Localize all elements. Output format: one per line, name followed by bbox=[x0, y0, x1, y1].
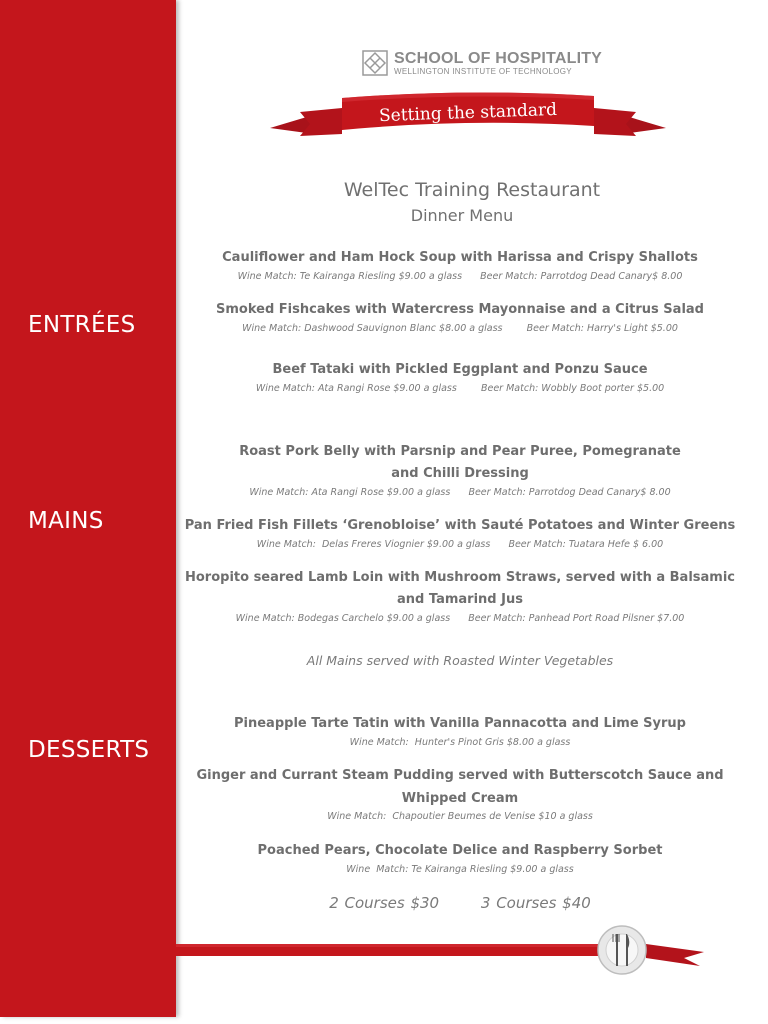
dessert-match-2: Wine Match: Chapoutier Beumes de Venise $10 a glass bbox=[327, 811, 593, 822]
logo-title: SCHOOL OF HOSPITALITY bbox=[394, 49, 603, 67]
menu-title: Dinner Menu bbox=[410, 206, 514, 225]
main-match-2: Wine Match: Delas Freres Viognier $9.00 a glass Beer Match: Tuatara Hefe $ 6.00 bbox=[256, 539, 664, 550]
ribbon-banner bbox=[270, 86, 666, 148]
price-three-courses: 3 Courses $40 bbox=[480, 894, 591, 912]
section-label-desserts: DESSERTS bbox=[28, 737, 150, 763]
main-dish-3-line1: Horopito seared Lamb Loin with Mushroom Straws, served with a Balsamic bbox=[184, 570, 736, 585]
section-label-mains: MAINS bbox=[28, 508, 104, 534]
dessert-dish-2-line1: Ginger and Currant Steam Pudding served with Butterscotch Sauce and bbox=[196, 768, 724, 783]
price-two-courses: 2 Courses $30 bbox=[329, 894, 440, 912]
banner-text: Setting the standard bbox=[378, 99, 558, 127]
entree-dish-1: Cauliflower and Ham Hock Soup with Harissa and Crispy Shallots bbox=[222, 250, 698, 265]
course-prices bbox=[176, 894, 744, 912]
dessert-dish-1: Pineapple Tarte Tatin with Vanilla Pannacotta and Lime Syrup bbox=[234, 716, 686, 731]
main-dish-3-line2: and Tamarind Jus bbox=[397, 592, 523, 607]
entree-dish-3: Beef Tataki with Pickled Eggplant and Ponzu Sauce bbox=[272, 362, 648, 377]
entree-match-1: Wine Match: Te Kairanga Riesling $9.00 a glass Beer Match: Parrotdog Dead Canary$ 8.00 bbox=[237, 271, 683, 282]
logo-subtitle: WELLINGTON INSTITUTE OF TECHNOLOGY bbox=[394, 66, 572, 76]
dessert-match-3: Wine Match: Te Kairanga Riesling $9.00 a glass bbox=[346, 864, 574, 875]
main-match-1: Wine Match: Ata Rangi Rose $9.00 a glass Beer Match: Parrotdog Dead Canary$ 8.00 bbox=[249, 487, 671, 498]
dessert-dish-2-line2: Whipped Cream bbox=[401, 791, 519, 806]
mains-note: All Mains served with Roasted Winter Vegetables bbox=[306, 653, 614, 668]
dessert-match-1: Wine Match: Hunter's Pinot Gris $8.00 a glass bbox=[349, 737, 571, 748]
main-match-3: Wine Match: Bodegas Carchelo $9.00 a glass Beer Match: Panhead Port Road Pilsner $7.00 bbox=[235, 613, 685, 624]
plate-cutlery-icon bbox=[598, 926, 646, 974]
main-dish-1-line1: Roast Pork Belly with Parsnip and Pear Puree, Pomegranate bbox=[239, 444, 681, 459]
school-logo bbox=[362, 48, 602, 78]
logo-mark-icon bbox=[362, 50, 388, 76]
main-dish-2: Pan Fried Fish Fillets ‘Grenobloise’ with Sauté Potatoes and Winter Greens bbox=[184, 518, 736, 533]
entree-match-2: Wine Match: Dashwood Sauvignon Blanc $8.00 a glass Beer Match: Harry's Light $5.00 bbox=[242, 323, 678, 334]
main-dish-1-line2: and Chilli Dressing bbox=[391, 466, 529, 481]
restaurant-name: WelTec Training Restaurant bbox=[343, 179, 601, 201]
dessert-dish-3: Poached Pears, Chocolate Delice and Raspberry Sorbet bbox=[257, 843, 663, 858]
section-label-entrees: ENTRÉES bbox=[28, 312, 136, 338]
entree-match-3: Wine Match: Ata Rangi Rose $9.00 a glass Beer Match: Wobbly Boot porter $5.00 bbox=[255, 383, 665, 394]
bottom-ribbon bbox=[176, 918, 716, 988]
entree-dish-2: Smoked Fishcakes with Watercress Mayonnaise and a Citrus Salad bbox=[216, 302, 704, 317]
bottom-ribbon-shape bbox=[176, 918, 716, 988]
